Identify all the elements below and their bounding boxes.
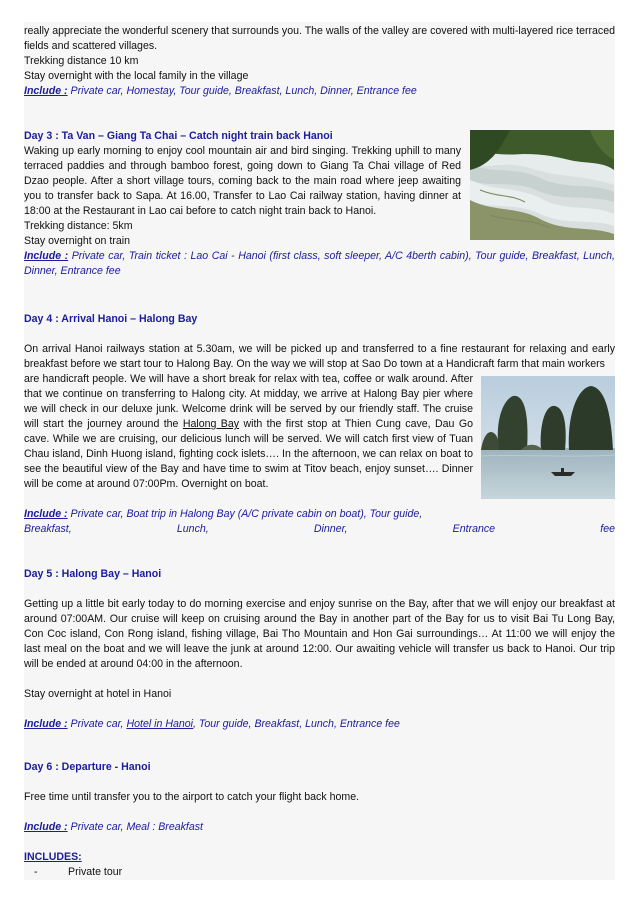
include-text: Private car, Boat trip in Halong Bay (A/C private cabin on boat), Tour guide, <box>67 508 423 520</box>
bullet-dash: - <box>34 866 38 878</box>
day5-title: Day 5 : Halong Bay – Hanoi <box>24 568 162 580</box>
list-item <box>24 865 615 880</box>
day4-body-top: On arrival Hanoi railways station at 5.30am, we will be picked up and transferred to a fine restaurant for relaxing and early breakfast before we start tour to Halong Bay. On the way we will stop at Sao Do town at a Handicraft farm that main workers <box>24 343 615 370</box>
day4-include-line2: Breakfast, Lunch, Dinner, Entrance fee <box>24 523 615 535</box>
include-text: Private car, Train ticket : Lao Cai - Hanoi (first class, soft sleeper, A/C 4berth cabin), Tour guide, Breakfast, Lunch, Dinner, Entrance fee <box>24 250 615 277</box>
include-label: Include : <box>24 821 68 833</box>
day4-include-line1 <box>24 507 473 522</box>
day3-title: Day 3 : Ta Van – Giang Ta Chai – Catch night train back Hanoi <box>24 130 333 142</box>
day4-body <box>24 372 473 492</box>
day3-overnight: Stay overnight on train <box>24 235 130 247</box>
day4-body-part-b: with the first stop at Thien Cung cave, Dau Go cave. While we are cruising, our delicious lunch will be served. We will catch first view of Tuan Chau island, Dinh Huong island, fighting cock islets…. In the afternoon, we can relax on boat to see the beautiful view of the Bay and have time to swim at Titov beach, enjoy sunset…. Dinner will be come at around 07:00Pm. Overnight on boat. <box>24 418 473 490</box>
include-label: Include : <box>24 250 69 262</box>
day6-body: Free time until transfer you to the airport to catch your flight back home. <box>24 791 360 803</box>
intro-overnight: Stay overnight with the local family in the village <box>24 70 249 82</box>
day5-section <box>24 567 615 732</box>
intro-include <box>24 84 615 99</box>
day3-body: Waking up early morning to enjoy cool mountain air and bird singing. Trekking uphill to many terraced paddies and through bamboo forest, going down to Giang Ta Chai village of Red Dzao people. After a short village tours, coming back to the main road where jeep awaiting you to transfer back to Sapa. At 16.00, Transfer to Lao Cai railway station, having dinner at 18:00 at the Restaurant in Lao cai before to catch night train back to Hanoi. <box>24 145 461 217</box>
day5-body: Getting up a little bit early today to do morning exercise and enjoy sunrise on the Bay, after that we will enjoy our breakfast at around 07:00AM. Our cruise will keep on cruising around the Bay in another part of the Bay for us to visit Bai Tu Long Bay, Con Coc island, Con Rong island, fishing village, Bai Tho Mountain and Hon Gai surroundings… At 11:00 we will enjoy the last meal on the boat and we will leave the junk at around 12:00. Our awaiting vehicle will transfer us back to Hanoi. Our trip will be ended at around 04:00 in the afternoon. <box>24 598 615 670</box>
day6-include <box>24 820 615 835</box>
includes-heading: INCLUDES: <box>24 851 82 863</box>
intro-paragraph: really appreciate the wonderful scenery that surrounds you. The walls of the valley are covered with multi-layered rice terraced fields and scattered villages. <box>24 25 615 52</box>
list-item-text: Private tour <box>68 866 123 878</box>
include-label: Include : <box>24 85 68 97</box>
include-label: Include : <box>24 718 68 730</box>
day4-title: Day 4 : Arrival Hanoi – Halong Bay <box>24 313 198 325</box>
day5-include <box>24 717 615 732</box>
day6-title: Day 6 : Departure - Hanoi <box>24 761 151 773</box>
include-text: Private car, <box>67 718 127 730</box>
include-text: Private car, Meal : Breakfast <box>67 821 203 833</box>
intro-trek-distance: Trekking distance 10 km <box>24 55 139 67</box>
includes-section <box>24 850 615 880</box>
terraced-rice-fields-photo <box>470 130 614 240</box>
include-label: Include : <box>24 508 68 520</box>
intro-section <box>24 24 615 99</box>
include-text: Private car, Homestay, Tour guide, Breakfast, Lunch, Dinner, Entrance fee <box>67 85 417 97</box>
halong-bay-link[interactable]: Halong Bay <box>182 418 240 430</box>
halong-bay-photo <box>481 376 615 499</box>
include-text-end: , Tour guide, Breakfast, Lunch, Entrance fee <box>193 718 400 730</box>
day4-body-part-a: are handicraft people. We will have a short break for relax with tea, coffee or walk around. After that we continue on transferring to Halong city. At midday, we arrive at Halong Bay pier where we will check in our deluxe junk. Welcome drink will be served by our friendly staff. The cruise will start the journey around the <box>24 373 473 430</box>
day3-trek-distance: Trekking distance: 5km <box>24 220 133 232</box>
hotel-in-hanoi-link[interactable]: Hotel in Hanoi <box>126 718 193 730</box>
document-page <box>24 22 615 880</box>
day5-overnight: Stay overnight at hotel in Hanoi <box>24 688 172 700</box>
day3-include <box>24 249 615 279</box>
day6-section <box>24 760 615 835</box>
